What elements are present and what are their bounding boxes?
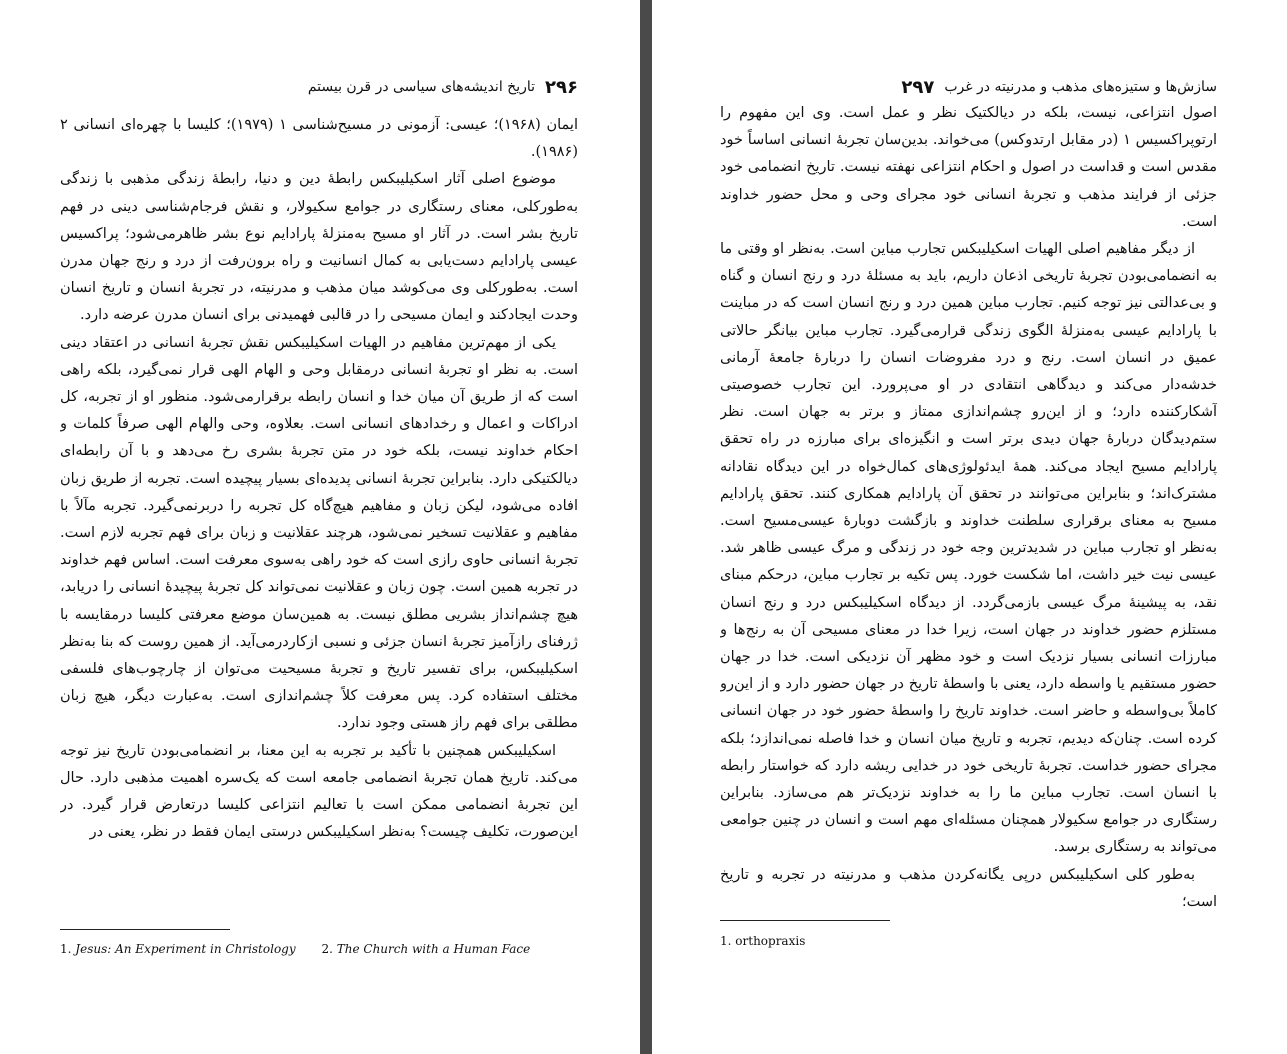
paragraph: ایمان (۱۹۶۸)؛ عیسی: آزمونی در مسیح‌شناسی ۱ (۱۹۷۹)؛ کلیسا با چهره‌ای انسانی ۲ (۱۹۸۶). <box>60 117 578 161</box>
page-number: ۲۹۷ <box>901 76 935 98</box>
footnote <box>720 934 805 948</box>
running-title: سازش‌ها و ستیزه‌های مذهب و مدرنیته در غرب <box>944 79 1217 95</box>
right-page <box>652 0 1287 1054</box>
left-page <box>0 0 640 1054</box>
footnote <box>60 942 296 956</box>
right-page-body <box>720 100 1217 910</box>
footnotes <box>720 934 827 948</box>
footnote-title: The Church with a Human Face <box>336 942 531 956</box>
paragraph: اصول انتزاعی، نیست، بلکه در دیالکتیک نظر و عمل است. وی این مفهوم را ارتوپراکسیس ۱ (در مقابل ارتدوکس) می‌خواند. بدین‌سان تجربهٔ انسانی اساساً خود مقدس است و قداست در اصول و احکام انتزاعی نهفته نیست. تاریخ انضمامی خود جزئی از فرایند مذهب و تجربهٔ انسانی خود مجرای وحی و محل حضور خداوند است. <box>720 105 1217 230</box>
paragraph: اسکیلیبکس همچنین با تأکید بر تجربه به این معنا، بر انضمامی‌بودن تاریخ نیز توجه می‌کند. تاریخ همان تجربهٔ انضمامی جامعه است که یک‌سره اهمیت مذهبی دارد. حال این تجربهٔ انضمامی ممکن است با تعالیم انتزاعی کلیسا درتعارض قرار گیرد. در این‌صورت، تکلیف چیست؟ به‌نظر اسکیلیبکس درستی ایمان فقط در نظر، یعنی در <box>60 742 578 841</box>
footnote-number: 2. <box>321 942 333 956</box>
paragraph: یکی از مهم‌ترین مفاهیم در الهیات اسکیلیبکس نقش تجربهٔ انسانی در اعتقاد دینی است. به نظر او تجربهٔ انسانی درمقابل وحی و الهام الهی قرار نمی‌گیرد، بلکه راهی است که از طریق آن میان خدا و انسان رابطه برقرارمی‌شود. منظور او از تجربه، کل ادراکات و اعمال و رخدادهای انسانی است. بعلاوه، وحی والهام الهی صرفاً کلمات و احکام خداوند نیست، بلکه خود در متن تجربهٔ بشری رخ می‌دهد و با آن رابطه‌ای دیالکتیکی دارد. بنابراین تجربهٔ انسانی پدیده‌ای بسیار پیچیده است. تجربه از طریق زبان افاده می‌شود، لیکن زبان و مفاهیم هیچ‌گاه کل تجربه را دربرنمی‌گیرد. تجربه مآلاً با مفاهیم و عقلانیت تسخیر نمی‌شود، هرچند عقلانیت و زبان برای فهم تجربه لازم است. تجربهٔ انسانی حاوی رازی است که خود راهی به‌سوی معرفت است. اساس فهم خداوند در تجربه همین است. چون زبان و عقلانیت نمی‌تواند کل تجربهٔ پیچیدهٔ انسانی را دریابد، هیچ چشم‌انداز بشریی مطلق نیست. به همین‌سان موضع معرفتی کلیسا درمقایسه با ژرفنای رازآمیز تجربهٔ انسان جزئی و نسبی ازکاردرمی‌آید. از همین روست که بنا به‌نظر اسکیلیبکس، برای تفسیر تاریخ و تجربهٔ مسیحیت می‌توان از چارچوب‌های فلسفی مختلف استفاده کرد. پس معرفت کلاً چشم‌اندازی است. به‌عبارت دیگر، هیچ زبان مطلقی برای فهم راز هستی وجود ندارد. <box>60 334 578 732</box>
running-title: تاریخ اندیشه‌های سیاسی در قرن بیستم <box>307 79 536 95</box>
paragraph: موضوع اصلی آثار اسکیلیبکس رابطهٔ دین و دنیا، رابطهٔ زندگی مذهبی با زندگی به‌طورکلی، معنای رستگاری در جوامع سکیولار، و نقش فرجام‌شناسی دینی در فهم تاریخ بشر است. در آثار او مسیح به‌منزلهٔ پارادایم نوع بشر ظاهرمی‌شود؛ پراکسیس عیسی پارادایم دست‌یابی به کمال انسانیت و راه برون‌رفت از درد و رنج جهان مدرن است. به‌طورکلی وی می‌کوشد میان مذهب و مدرنیته، در تجربهٔ انسان و تاریخ انسان وحدت ایجادکند و ایمان مسیحی را در قالبی فهمیدنی برای انسان مدرن عرضه دارد. <box>60 171 578 324</box>
page-number: ۲۹۶ <box>545 76 578 98</box>
page-gutter <box>640 0 652 1054</box>
footnote-number: 1. <box>60 942 72 956</box>
footnotes <box>60 942 552 956</box>
left-page-body <box>60 112 578 902</box>
footnote-title: Jesus: An Experiment in Christology <box>75 942 296 956</box>
footnote-divider <box>60 929 230 930</box>
paragraph: از دیگر مفاهیم اصلی الهیات اسکیلیبکس تجارب مباین است. به‌نظر او وقتی ما به انضمامی‌بودن تجربهٔ تاریخی اذعان داریم، باید به مسئلهٔ درد و رنج انسان و گناه و بی‌عدالتی نیز توجه کنیم. تجارب مباین همین درد و رنج انسان است که در مباینت با پارادایم عیسی به‌منزلهٔ الگوی زندگی قرارمی‌گیرد. تجارب مباین بیانگر حالاتی عمیق در انسان است. رنج و درد مفروضات انسان را دربارهٔ جامعهٔ آرمانی خدشه‌دار می‌کند و دیدگاهی انتقادی در او می‌پرورد. این تجارب خصوصیتی آشکارکننده دارد؛ و از این‌رو چشم‌اندازی ممتاز و برتر به جهان است. نظر ستم‌دیدگان دربارهٔ جهان دیدی برتر است و انگیزه‌ای برای مبارزه در راه تحقق پارادایم مسیح ایجاد می‌کند. همهٔ ایدئولوژی‌های کمال‌خواه در این دیدگاه نقادانه مشترک‌اند؛ و بنابراین می‌توانند در تحقق آن پارادایم همکاری کنند. تحقق پارادایم مسیح به معنای برقراری سلطنت خداوند و بازگشت دوبارهٔ عیسی‌مسیح است. به‌نظر او تجارب مباین در شدیدترین وجه خود در زندگی و مرگ عیسی ظاهر شد. عیسی نیت خیر داشت، اما شکست خورد. پس تکیه بر تجارب مباین، درحکم مبنای نقد، به پیشینهٔ مرگ عیسی بازمی‌گردد. از دیدگاه اسکیلیبکس درد و رنج انسان مستلزم حضور خداوند در جهان است، زیرا خدا در معنای مسیحی آن به رنج‌ها و مبارزات انسانی بسیار نزدیک است و خود مظهر آن نزدیکی است. خدا در جهان حضور مستقیم یا واسطه دارد، یعنی با واسطهٔ تاریخ در جهان حضور دارد و از این‌رو کاملاً بی‌واسطه و حاضر است. خداوند تاریخ را واسطهٔ حضور خود در جهان انسانی کرده است. چنان‌که دیدیم، تجربه و تاریخ میان انسان و خدا فاصله نمی‌اندازد؛ بلکه مجرای حضور خداست. تجربهٔ تاریخی خود در خدایی ریشه دارد که خواستار رابطه با انسان است. تجارب مباین ما را به خداوند نزدیک‌تر هم می‌سازد. بنابراین رستگاری در جوامع سکیولار همچنان مسئله‌ای مهم است و انسان در چنین جوامعی می‌تواند به رستگاری برسد. <box>720 241 1217 856</box>
footnote-number: 1. <box>720 934 732 948</box>
right-page-header <box>720 72 1217 102</box>
paragraph: به‌طور کلی اسکیلیبکس درپی یگانه‌کردن مذهب و مدرنیته در تجربه و تاریخ است؛ <box>720 866 1217 910</box>
footnote-title: orthopraxis <box>735 934 806 948</box>
left-page-header <box>60 72 578 102</box>
footnote-divider <box>720 920 890 921</box>
footnote <box>321 942 530 956</box>
